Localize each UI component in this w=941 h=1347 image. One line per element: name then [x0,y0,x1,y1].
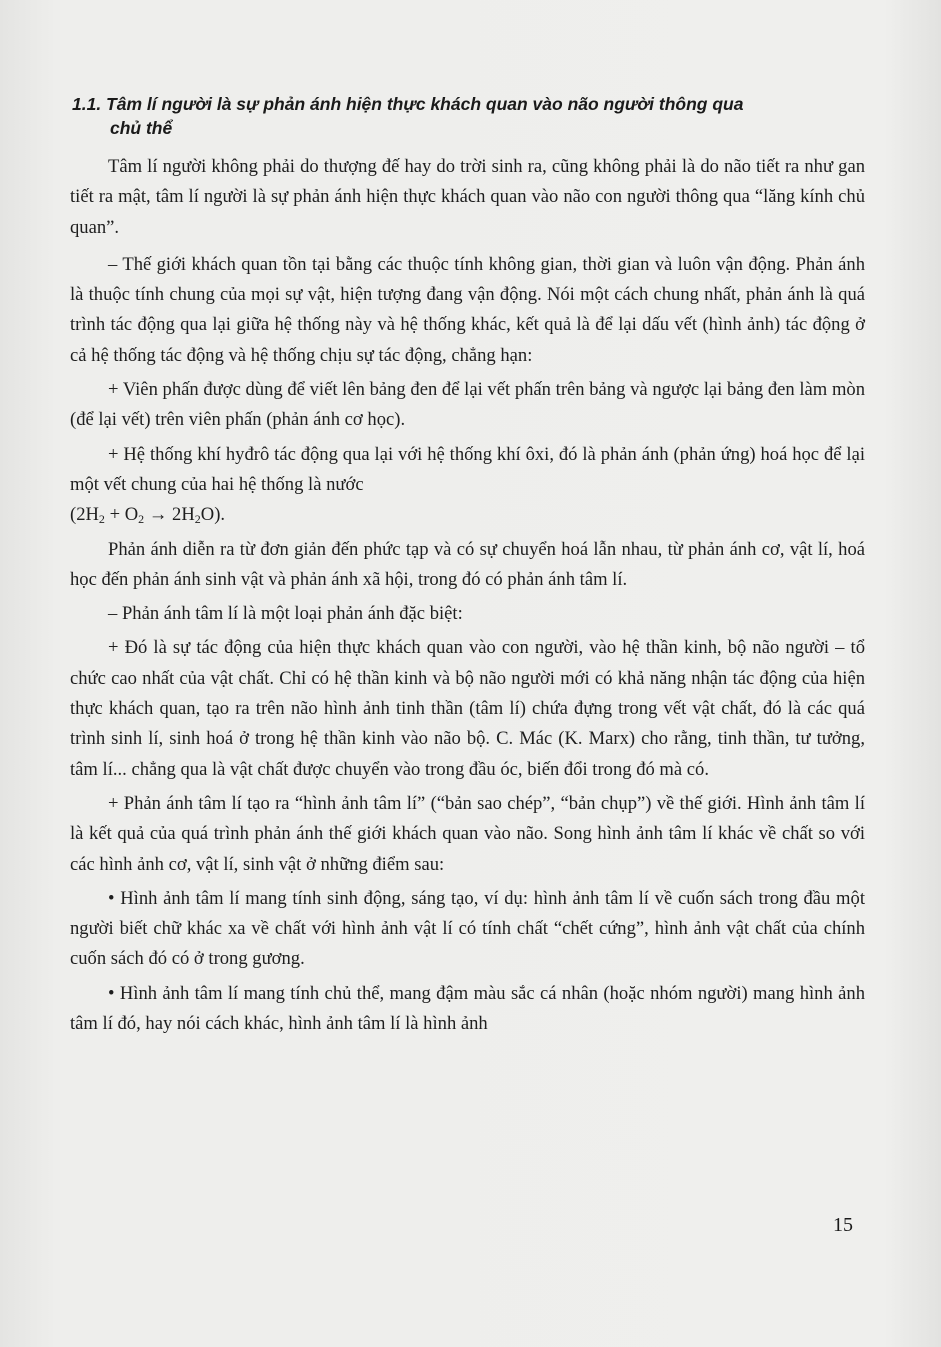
paragraph-text: + Hệ thống khí hyđrô tác động qua lại với hệ thống khí ôxi, đó là phản ánh (phản ứng) hoá học để lại một vết chung của hai hệ thống là nước [70,443,865,495]
section-heading-line-2: chủ thể [110,118,173,138]
paragraph: Phản ánh diễn ra từ đơn giản đến phức tạp và có sự chuyển hoá lẫn nhau, từ phản ánh cơ, vật lí, hoá học đến phản ánh sinh vật và phản ánh xã hội, trong đó có phản ánh tâm lí. [70,538,865,590]
body-text [70,152,865,1043]
paragraph [70,440,865,531]
page-number: 15 [833,1214,853,1236]
paragraph: • Hình ảnh tâm lí mang tính sinh động, sáng tạo, ví dụ: hình ảnh tâm lí về cuốn sách trong đầu một người biết chữ khác xa về chất với hình ảnh vật lí có tính chất “chết cứng”, hình ảnh vật chất của chính cuốn sách đó có ở trong gương. [70,887,865,970]
section-heading-line-1: 1.1. Tâm lí người là sự phản ánh hiện thực khách quan vào não người thông qua [72,94,744,114]
paragraph: + Phản ánh tâm lí tạo ra “hình ảnh tâm lí” (“bản sao chép”, “bản chụp”) về thế giới. Hình ảnh tâm lí là kết quả của quá trình phản ánh thế giới khách quan vào não. Song hình ảnh tâm lí khác về chất so với các hình ảnh cơ, vật lí, sinh vật ở những điểm sau: [70,792,865,875]
paragraph: • Hình ảnh tâm lí mang tính chủ thể, mang đậm màu sắc cá nhân (hoặc nhóm người) mang hình ảnh tâm lí đó, hay nói cách khác, hình ảnh tâm lí là hình ảnh [70,982,865,1035]
paragraph: + Viên phấn được dùng để viết lên bảng đen để lại vết phấn trên bảng và ngược lại bảng đen làm mòn (để lại vết) trên viên phấn (phản ánh cơ học). [70,379,865,431]
paragraph: Tâm lí người không phải do thượng đế hay do trời sinh ra, cũng không phải là do não tiết ra như gan tiết ra mật, tâm lí người là sự phản ánh hiện thực khách quan vào não con người thông qua “lăng kính chủ quan”. [70,156,865,238]
paragraph: – Thế giới khách quan tồn tại bằng các thuộc tính không gian, thời gian và luôn vận động. Phản ánh là thuộc tính chung của mọi sự vật, hiện tượng đang vận động. Nói một cách chung nhất, phản ánh là quá trình tác động qua lại giữa hệ thống này và hệ thống khác, kết quả là để lại dấu vết (hình ảnh) tác động ở cả hệ thống tác động và hệ thống chịu sự tác động, chẳng hạn: [70,253,865,366]
chemical-formula: $(2H_2 + O_2 \to 2H_2O)$. [70,504,226,527]
paragraph: + Đó là sự tác động của hiện thực khách quan vào con người, vào hệ thần kinh, bộ não người – tổ chức cao nhất của vật chất. Chỉ có hệ thần kinh và bộ não người mới có khả năng nhận tác động của hiện thực khách quan, tạo ra trên não hình ảnh tinh thần (tâm lí) chứa đựng trong vết vật chất, đó là các quá trình sinh lí, sinh hoá ở trong hệ thần kinh vào não bộ. C. Mác (K. Marx) cho rằng, tinh thần, tư tưởng, tâm lí... chẳng qua là vật chất được chuyển vào trong đầu óc, biến đổi trong đó mà có. [70,637,865,780]
section-heading [72,92,872,140]
paragraph: – Phản ánh tâm lí là một loại phản ánh đặc biệt: [108,603,463,625]
